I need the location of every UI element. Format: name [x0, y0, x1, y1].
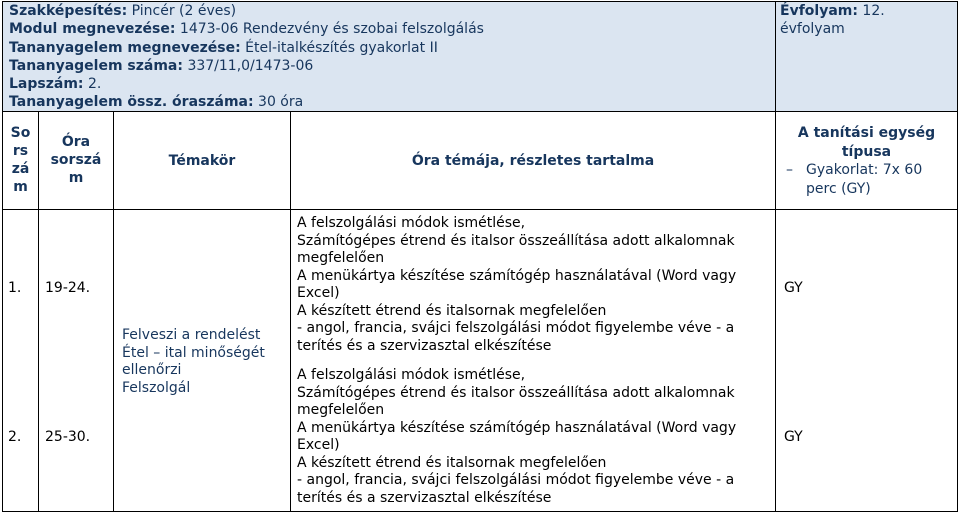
row1-ora: 19-24. — [45, 280, 91, 296]
tananyagelem-line — [9, 39, 438, 57]
evfolyam-word: évfolyam — [780, 21, 845, 37]
row1-tipus: GY — [784, 280, 803, 296]
szakkepesites-line — [9, 2, 236, 20]
szama-value: 337/11,0/1473-06 — [187, 58, 314, 74]
row1-content — [297, 215, 736, 355]
oraszam-line — [9, 93, 303, 111]
sorszam-part: m — [13, 179, 28, 195]
row2-content — [297, 367, 736, 507]
modul-line — [9, 20, 484, 38]
content-line: Excel) — [297, 285, 340, 301]
sorszam-part: So — [10, 125, 31, 141]
evfolyam-word-line — [780, 20, 845, 38]
temakor-text — [122, 327, 265, 397]
ora-part: sorszá — [50, 152, 102, 168]
content-line: Számítógépes étrend és italsor összeállítása adott alkalomnak — [297, 232, 735, 249]
tipus-line1: Gyakorlat: 7x 60 — [806, 162, 923, 178]
content-line: terítés és a szervizasztal elkészítése — [297, 337, 552, 354]
content-line: A készített étrend és italsornak megfelelően — [297, 454, 607, 471]
header-temakor-text: Témakör — [168, 153, 236, 169]
body-sorszam-cell — [2, 209, 39, 512]
content-line: - angol, francia, svájci felszolgálási módot figyelembe véve - a — [297, 472, 735, 488]
szakkepesites-value: Pincér (2 éves) — [131, 3, 237, 19]
content-line: terítés és a szervizasztal elkészítése — [297, 489, 552, 506]
row2-sorszam: 2. — [8, 429, 22, 445]
content-line: megfelelően — [297, 250, 385, 266]
header-tipus-title: A tanítási egység — [797, 125, 936, 141]
content-line: Számítógépes étrend és italsor összeállítása adott alkalomnak — [297, 384, 735, 401]
content-line: A menükártya készítése számítógép használatával (Word vagy — [297, 419, 737, 436]
content-line: Excel) — [297, 437, 340, 453]
temakor-line: ellenőrzi — [122, 362, 182, 378]
szakkepesites-label: Szakképesítés: — [9, 3, 128, 19]
header-tartalom-text: Óra témája, részletes tartalma — [411, 153, 655, 169]
content-line: megfelelően — [297, 402, 385, 418]
row2-tipus: GY — [784, 429, 803, 445]
header-ora-text — [38, 133, 114, 187]
ora-part: m — [68, 170, 84, 186]
content-line: A készített étrend és italsornak megfelelően — [297, 302, 607, 319]
lapszam-label: Lapszám: — [9, 76, 84, 92]
temakor-line: Étel – ital minőségét — [122, 344, 265, 361]
tipus-line2: perc (GY) — [806, 181, 871, 197]
ora-part: Óra — [61, 134, 91, 150]
content-line: A felszolgálási módok ismétlése, — [297, 215, 526, 231]
tipus-bullet: – — [786, 162, 793, 178]
temakor-line: Felszolgál — [122, 379, 191, 396]
oraszam-value: 30 óra — [258, 94, 304, 110]
oraszam-label: Tananyagelem össz. óraszáma: — [9, 94, 254, 110]
header-tipus-sub: típusa — [841, 144, 892, 160]
tananyagelem-label: Tananyagelem megnevezése: — [9, 40, 241, 56]
content-line: A felszolgálási módok ismétlése, — [297, 367, 526, 383]
content-line: A menükártya készítése számítógép használatával (Word vagy — [297, 267, 737, 284]
evfolyam-number: 12. — [862, 3, 885, 19]
sorszam-part: rs — [12, 143, 29, 159]
content-line: - angol, francia, svájci felszolgálási módot figyelembe véve - a — [297, 320, 735, 336]
evfolyam-label: Évfolyam: — [780, 3, 858, 19]
row1-sorszam: 1. — [8, 280, 22, 296]
tananyagelem-value: Étel-italkészítés gyakorlat II — [245, 40, 438, 56]
modul-label: Modul megnevezése: — [9, 21, 176, 37]
body-ora-cell — [38, 209, 114, 512]
evfolyam-line — [780, 2, 885, 20]
temakor-line: Felveszi a rendelést — [122, 327, 261, 343]
sorszam-part: zá — [11, 161, 30, 177]
row2-ora: 25-30. — [45, 429, 91, 445]
modul-value: 1473-06 Rendezvény és szobai felszolgálás — [179, 21, 484, 37]
lapszam-value: 2. — [87, 76, 102, 92]
szama-label: Tananyagelem száma: — [9, 58, 183, 74]
header-sorszam-text — [2, 124, 39, 196]
body-tipus-cell — [775, 209, 958, 512]
lapszam-line — [9, 75, 101, 93]
szama-line — [9, 57, 313, 75]
